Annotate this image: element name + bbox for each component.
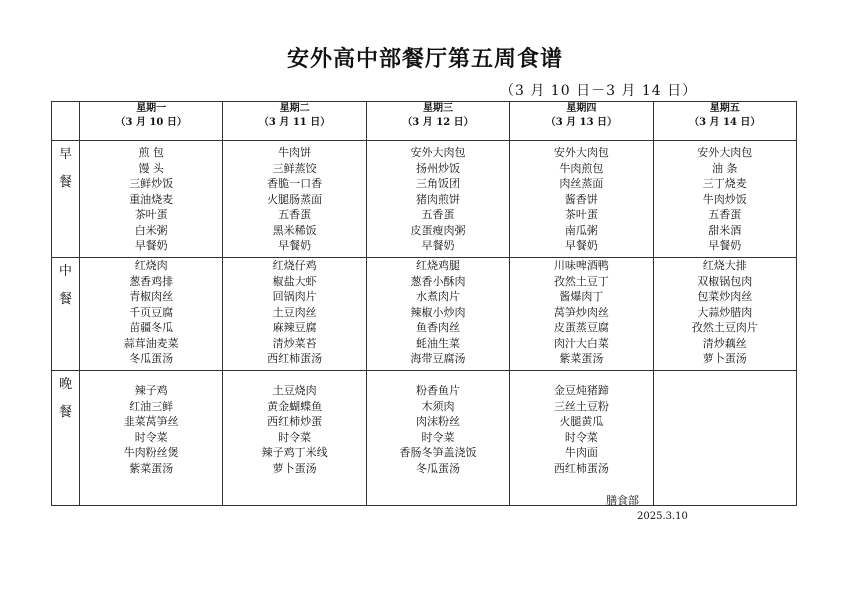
dish-item: 韭菜莴笋丝 <box>123 415 179 428</box>
menu-table <box>51 101 797 506</box>
dish-cell-wed <box>366 371 509 506</box>
dish-item: 五香蛋 <box>421 208 455 221</box>
dish-cell-thu <box>510 141 653 258</box>
dish-item: 扬州炒饭 <box>415 161 460 175</box>
meal-label <box>52 141 80 258</box>
dish-item: 苗疆冬瓜 <box>129 321 174 334</box>
dish-item: 茶叶蛋 <box>134 208 168 221</box>
dish-cell-fri <box>653 141 796 258</box>
dish-cell-mon <box>80 371 223 506</box>
dish-item: 牛肉粉丝煲 <box>123 446 179 459</box>
day-header-thu <box>510 102 653 141</box>
dish-item: 双椒锅包肉 <box>697 274 753 288</box>
dish-item: 红烧仔鸡 <box>272 259 317 272</box>
dish-item: 馒 头 <box>138 161 164 175</box>
dish-item: 酱爆肉丁 <box>559 290 604 303</box>
dish-item: 皮蛋瘦肉粥 <box>410 223 466 237</box>
dish-item: 牛肉面 <box>564 446 598 459</box>
dish-item: 时令菜 <box>278 430 312 444</box>
dish-item: 清炒菜苔 <box>272 336 317 350</box>
dish-item: 萝卜蛋汤 <box>702 352 747 365</box>
dish-cell-mon <box>80 258 223 371</box>
dish-item: 黄金蝴蝶鱼 <box>267 399 323 413</box>
meal-label-char: 餐 <box>58 175 72 190</box>
dish-item: 土豆烧肉 <box>272 384 317 397</box>
lunch-row <box>52 258 797 371</box>
dish-item: 火腿黄瓜 <box>559 415 604 428</box>
dish-item: 肉丝蒸面 <box>559 177 604 190</box>
day-header-fri <box>653 102 796 141</box>
dish-item: 葱香小酥肉 <box>410 274 466 288</box>
dish-cell-tue <box>223 371 366 506</box>
corner-cell <box>52 102 80 141</box>
dish-item: 皮蛋蒸豆腐 <box>553 321 609 334</box>
dish-item: 粉香鱼片 <box>415 384 460 397</box>
dish-item: 重油烧麦 <box>129 192 174 206</box>
dish-item: 安外大肉包 <box>553 146 609 159</box>
dish-item: 牛肉煎包 <box>559 161 604 175</box>
dish-item: 辣子鸡丁米线 <box>261 446 328 459</box>
breakfast-row <box>52 141 797 258</box>
day-header-mon <box>80 102 223 141</box>
date-range: （3 月 10 日－3 月 14 日） <box>500 83 698 99</box>
dish-item: 三角饭团 <box>415 177 460 190</box>
dish-item: 火腿肠蒸面 <box>267 192 323 206</box>
dish-item: 红烧肉 <box>134 259 168 272</box>
dish-item: 红油三鲜 <box>129 399 174 413</box>
dish-item: 千页豆腐 <box>129 305 174 319</box>
dish-item: 清炒藕丝 <box>702 336 747 350</box>
page-title: 安外高中部餐厅第五周食谱 <box>286 47 563 72</box>
day-date: （3 月 13 日） <box>545 117 618 128</box>
department-signature: 膳食部 <box>606 494 639 507</box>
meal-label-char: 餐 <box>58 292 72 307</box>
dish-item: 三鲜蒸饺 <box>272 161 317 175</box>
dish-item: 肉汁大白菜 <box>553 336 609 350</box>
dish-item: 五香蛋 <box>708 208 742 221</box>
dish-item: 煎 包 <box>138 146 164 159</box>
dish-item: 金豆炖猪蹄 <box>553 384 609 397</box>
dish-item: 早餐奶 <box>421 239 455 252</box>
dish-item: 时令菜 <box>421 430 455 444</box>
dish-item: 酱香饼 <box>564 192 598 206</box>
dish-item: 葱香鸡排 <box>129 274 174 288</box>
dish-item: 西红柿炒蛋 <box>267 415 323 428</box>
dish-cell-fri <box>653 258 796 371</box>
dish-item: 紫菜蛋汤 <box>559 352 604 365</box>
dish-item: 白米粥 <box>134 223 168 237</box>
dish-item: 红烧大排 <box>702 259 747 272</box>
meal-label <box>52 258 80 371</box>
dish-item: 肉沫粉丝 <box>415 415 460 428</box>
dish-item: 牛肉饼 <box>278 146 312 159</box>
meal-label-char: 晚 <box>58 377 72 392</box>
dish-cell-wed <box>366 258 509 371</box>
day-name: 星期三 <box>422 103 453 114</box>
day-date: （3 月 10 日） <box>115 117 187 128</box>
dish-item: 冬瓜蛋汤 <box>129 352 174 365</box>
dish-item: 紫菜蛋汤 <box>129 461 174 475</box>
dish-item: 孜然土豆丁 <box>553 274 609 288</box>
dinner-row <box>52 371 797 506</box>
dish-item: 海带豆腐汤 <box>410 352 466 365</box>
dish-cell-thu <box>510 371 653 506</box>
dish-item: 五香蛋 <box>278 208 312 221</box>
dish-cell-thu <box>510 258 653 371</box>
dish-item: 鱼香肉丝 <box>415 321 460 334</box>
day-header-row <box>52 102 797 141</box>
day-name: 星期四 <box>566 103 597 114</box>
dish-item: 早餐奶 <box>134 239 168 252</box>
dish-item: 辣子鸡 <box>134 384 168 397</box>
dish-item: 时令菜 <box>564 430 598 444</box>
dish-item: 茶叶蛋 <box>564 208 598 221</box>
dish-item: 黑米稀饭 <box>272 223 317 237</box>
dish-item: 安外大肉包 <box>410 146 466 159</box>
dish-item: 油 条 <box>712 161 738 175</box>
dish-item: 红烧鸡腿 <box>415 259 460 272</box>
dish-item: 椒盐大虾 <box>272 274 317 288</box>
dish-item: 青椒肉丝 <box>129 290 174 303</box>
dish-cell-tue <box>223 258 366 371</box>
meal-label-char: 早 <box>58 147 72 162</box>
dish-item: 三鲜炒饭 <box>129 177 174 190</box>
day-date: （3 月 14 日） <box>689 117 761 128</box>
dish-item: 大蒜炒腊肉 <box>697 305 753 319</box>
day-date: （3 月 12 日） <box>402 117 474 128</box>
meal-label-char: 餐 <box>58 405 72 420</box>
dish-item: 南瓜粥 <box>564 223 598 237</box>
dish-item: 早餐奶 <box>708 239 742 252</box>
dish-item: 孜然土豆肉片 <box>691 321 758 334</box>
dish-cell-wed <box>366 141 509 258</box>
dish-item: 时令菜 <box>134 430 168 444</box>
dish-item: 牛肉炒饭 <box>702 192 747 206</box>
dish-cell-fri <box>653 371 796 506</box>
dish-item: 萝卜蛋汤 <box>272 461 317 475</box>
dish-item: 蒜茸油麦菜 <box>123 336 179 350</box>
publish-date: 2025.3.10 <box>637 511 688 522</box>
day-name: 星期五 <box>709 103 740 114</box>
dish-cell-mon <box>80 141 223 258</box>
dish-item: 香肠冬笋盖浇饭 <box>399 446 477 459</box>
dish-item: 辣椒小炒肉 <box>410 305 466 319</box>
day-name: 星期一 <box>136 103 167 114</box>
day-date: （3 月 11 日） <box>258 117 331 128</box>
day-header-tue <box>223 102 366 141</box>
dish-item: 西红柿蛋汤 <box>267 352 323 365</box>
meal-label-char: 中 <box>58 264 72 279</box>
dish-cell-tue <box>223 141 366 258</box>
day-name: 星期二 <box>279 103 310 114</box>
dish-item: 包菜炒肉丝 <box>697 290 753 303</box>
day-header-wed <box>366 102 509 141</box>
dish-item: 木须肉 <box>421 399 455 413</box>
meal-label <box>52 371 80 506</box>
dish-item: 三丁烧麦 <box>702 177 747 190</box>
dish-item: 香脆一口香 <box>267 177 323 190</box>
dish-item: 猪肉煎饼 <box>415 192 460 206</box>
dish-item: 早餐奶 <box>278 239 312 252</box>
dish-item: 莴笋炒肉丝 <box>553 305 609 319</box>
dish-item: 西红柿蛋汤 <box>553 461 609 475</box>
dish-item: 冬瓜蛋汤 <box>415 461 460 475</box>
dish-item: 回锅肉片 <box>272 290 317 303</box>
dish-item: 甜米酒 <box>708 223 742 237</box>
dish-item: 蚝油生菜 <box>415 336 460 350</box>
dish-item: 麻辣豆腐 <box>272 321 317 334</box>
dish-item: 川味啤酒鸭 <box>553 259 609 272</box>
dish-item: 水煮肉片 <box>415 290 460 303</box>
dish-item: 三丝土豆粉 <box>553 399 609 413</box>
dish-item: 早餐奶 <box>564 239 598 252</box>
dish-item: 安外大肉包 <box>697 146 753 159</box>
dish-item: 土豆肉丝 <box>272 305 317 319</box>
